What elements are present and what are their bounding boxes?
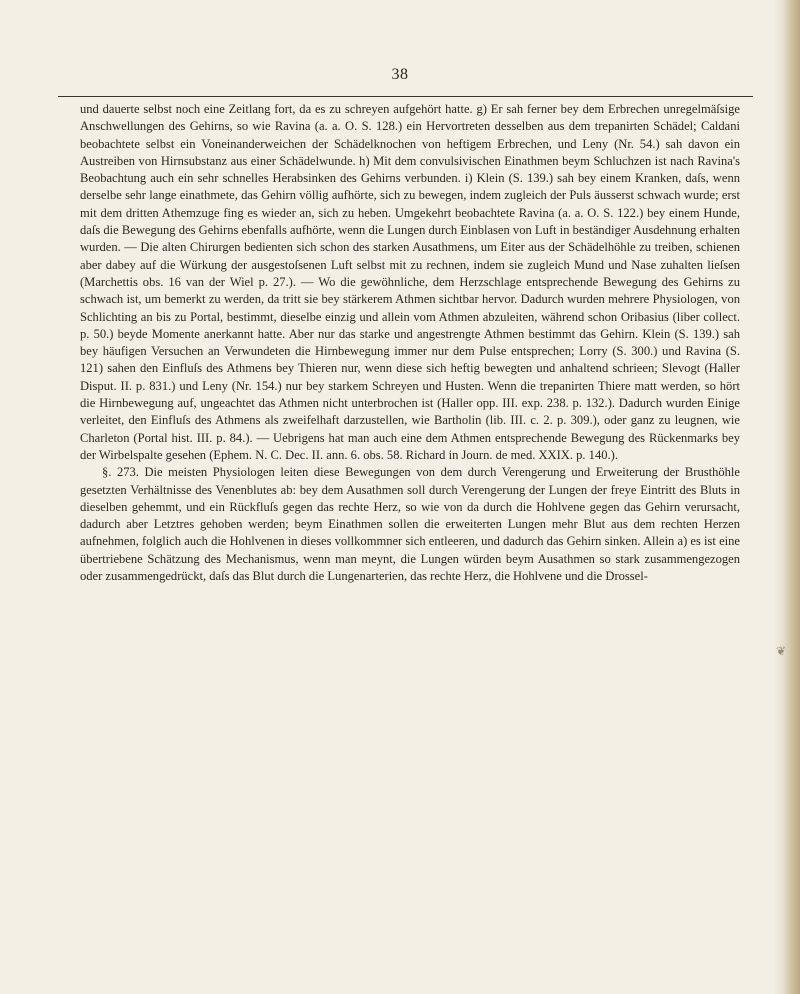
- paragraph-2: §. 273. Die meisten Physiologen leiten diese Bewegungen von dem durch Verengerung und Erweiterung der Brusthöhle gesetzten Verhältnisse des Venenblutes ab: bey dem Ausathmen soll durch Verengerung der Lungen der freye Eintritt des Bluts in dieselben gehemmt, und ein Rückfluſs gegen das rechte Herz, so wie von da durch die Hohlvene gegen das Gehirn verursacht, dadurch aber Letztres gehoben werden; beym Einathmen sollen die erweiterten Lungen mehr Blut aus dem rechten Herzen aufnehmen, folglich auch die Hohlvenen in dieses vollkommner sich entleeren, und dadurch das Gehirn sinken. Allein a) es ist eine übertriebene Schätzung des Mechanismus, wenn man meynt, die Lungen würden beym Ausathmen so stark zusammengezogen oder zusammengedrückt, daſs das Blut durch die Lungenarterien, das rechte Herz, die Hohlvene und die Drossel-: [80, 465, 740, 584]
- header-rule: [58, 96, 753, 97]
- page-number: 38: [391, 66, 409, 83]
- margin-mark: ❦: [776, 644, 787, 658]
- body-text: [80, 101, 740, 585]
- page-edge-shadow: [774, 0, 800, 994]
- paragraph-1: und dauerte selbst noch eine Zeitlang fort, da es zu schreyen aufgehört hatte. g) Er sah ferner bey dem Erbrechen unregelmäſsige Anschwellungen des Gehirns, so wie Ravina (a. a. O. S. 128.) ein Hervortreten desselben aus dem trepanirten Schädel; Caldani beobachtete selbst ein Voneinanderweichen der Schädelknochen von heftigem Erbrechen, und Leny (Nr. 54.) sah davon ein Austreiben von Hirnsubstanz aus einer Schädelwunde. h) Mit dem convulsivischen Einathmen beym Schluchzen ist nach Ravina's Beobachtung auch ein sehr schnelles Herabsinken des Gehirns verbunden. i) Klein (S. 139.) sah bey einem Kranken, daſs, wenn derselbe sehr lange einathmete, das Gehirn völlig aufhörte, sich zu bewegen, indem zugleich der Puls äusserst schwach wurde; erst mit dem dritten Athemzuge fing es wieder an, sich zu heben. Umgekehrt beobachtete Ravina (a. a. O. S. 122.) bey einem Hunde, daſs die Bewegung des Gehirns ebenfalls aufhörte, wenn die Lungen durch Einblasen von Luft in beständiger Ausdehnung erhalten wurden. — Die alten Chirurgen bedienten sich schon des starken Ausathmens, um Eiter aus der Schädelhöhle zu treiben, schienen aber dabey auf die Würkung der ausgestoſsenen Luft selbst mit zu rechnen, indem sie zugleich Mund und Nase zuhalten lieſsen (Marchettis obs. 16 van der Wiel p. 27.). — Wo die gewöhnliche, dem Herzschlage entsprechende Bewegung des Gehirns zu schwach ist, um bemerkt zu werden, da tritt sie bey stärkerem Athmen sichtbar hervor. Dadurch wurden mehrere Physiologen, von Schlichting an bis zu Portal, bestimmt, dieselbe einzig und allein vom Athmen abzuleiten, während schon Oribasius (liber collect. p. 50.) beyde Momente anerkannt hatte. Aber nur das starke und angestrengte Athmen bestimmt das Gehirn. Klein (S. 139.) sah bey häufigen Versuchen an Verwundeten die Hirnbewegung immer nur dem Pulse entsprechen; Lorry (S. 300.) und Ravina (S. 121) sahen den Einfluſs des Athmens bey Thieren nur, wenn diese sich heftig bewegten und anhaltend schrieen; Slevogt (Haller Disput. II. p. 831.) und Leny (Nr. 154.) nur bey starkem Schreyen und Husten. Wenn die trepanirten Thiere matt werden, so hört die Hirnbewegung auf, ungeachtet das Athmen nicht unterbrochen ist (Haller opp. III. exp. 238. p. 132.). Dadurch wurden Einige verleitet, den Einfluſs des Athmens als zweifelhaft darzustellen, wie Bartholin (lib. III. c. 2. p. 309.), oder ganz zu leugnen, wie Charleton (Portal hist. III. p. 84.). — Uebrigens hat man auch eine dem Athmen entsprechende Bewegung des Rückenmarks bey der Wirbelspalte gesehen (Ephem. N. C. Dec. II. ann. 6. obs. 58. Richard in Journ. de med. XXIX. p. 140.).: [80, 102, 740, 462]
